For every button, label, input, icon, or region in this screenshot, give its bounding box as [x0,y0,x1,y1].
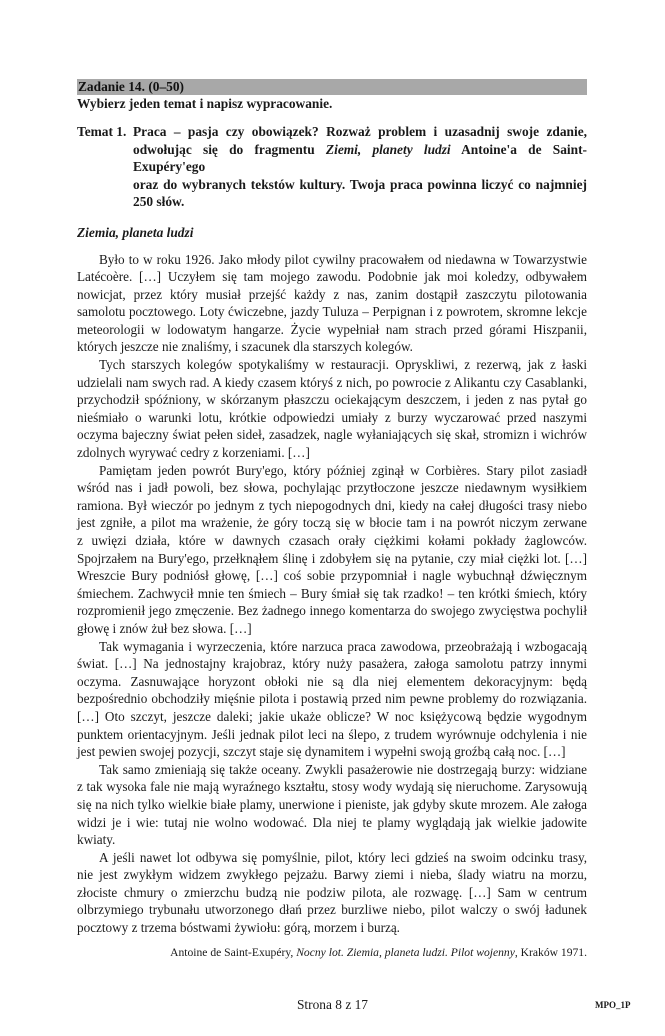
paragraph-first-line: Tych starszych kolegów spotykaliśmy w restauracji. Opryskliwi, z rezerwą, jak z łaski [99,357,587,373]
topic-line-text: Antoine'a de Saint-Exupéry'ego [133,141,587,174]
text-line: rozpromienił jego zmęczenie. Bez żadnego innego komentarza do swojego zwycięstwa pochylił [77,603,587,619]
text-line: których jeszcze nie znaliśmy, i szacunek dla starszych kolegów. [77,339,413,355]
task-instruction: Wybierz jeden temat i napisz wypracowanie. [77,96,333,111]
text-line: jest zgniłe, a pilot ma wrażenie, że góry toczą się w błocie tam i na powrót niczym zerwane [77,515,587,531]
exam-page [77,0,587,960]
paragraph-first-line: Tak wymagania i wyrzeczenia, które narzuca praca zawodowa, przeobrażają i wzbogacają [99,638,587,654]
paragraph-first-line: Było to w roku 1926. Jako młody pilot cywilny pracowałem od niedawna w Towarzystwie [99,251,587,267]
text-line: nowicjat, przez który musiał przejść każdy z nas, zanim dostąpił zaszczytu pilotowania [77,286,587,302]
text-line: oczyma. Zasnuwające horyzont obłoki nie są dla niej elementem dekoracyjnym: będą [77,673,587,689]
text-line: samolotu pocztowego. Loty ćwiczebne, jazdy Tuluza – Perpignan i z powrotem, skromne lekcje [77,304,587,320]
text-line: punktem orientacyjnym. Jeśli jednak pilot leci na ślepo, z trudem wyrównuje odchylenia i nie [77,726,587,742]
text-line: udzielali nam swych rad. A kiedy czasem któryś z nich, po powrocie z Alikantu czy Casablanki, [77,374,587,390]
exam-code: MPO_1P [595,999,631,1010]
page-footer-area [0,996,665,1036]
citation-author: Antoine de Saint-Exupéry, [170,945,297,959]
text-line: z tak wysoka fale nie mają wyraźnego kształtu, stosy wody wydają się nieruchome. Zarysowują [77,779,587,795]
text-line: Spojrzałem na Bury'ego, przełknąłem ślinę i zdobyłem się na pytanie, czy miał ciężki lot. […] [77,550,587,566]
text-line: głowę i znów żuł bez słowa. […] [77,620,252,636]
topic-1 [77,123,587,211]
text-line: Wreszcie Bury podniósł głowę, […] coś sobie przypomniał i nagle wybuchnął dźwięcznym [77,568,587,584]
text-line: widzi je i wie: tutaj nie wolno wodować. Dla niej te plamy wyglądają jak wielkie jadowite [77,814,587,830]
text-line: bezpośrednio obchodziły mięśnie pilota i postawią przed nim pewne problemy do rozwiązania. [77,691,587,707]
citation-place-year: , Kraków 1971. [514,945,587,959]
text-line: jest pewien swojej pozycji, szczyt staje się dynamitem i wypełni swoją groźbą całą noc. […] [77,744,566,760]
text-line: się na nich tylko wielkie białe plamy, unerwione i pieniste, jak gdyby skute mrozem. Ale załoga [77,796,587,812]
text-line: kwiaty. [77,832,116,848]
text-line: olbrzymiego trybunału utworzonego dłań przez burzliwe niebo, pilot walczy o swój ładunek [77,902,587,918]
text-line: […] Oto szczyt, jeszcze daleki; jakie ukaże oblicze? W noc księżycową będzie wygodnym [77,708,587,724]
citation [77,945,587,960]
text-line: złociste chmury o zmierzchu budzą nie podziw pilota, ale rozwagę. […] Sam w centrum [77,884,587,900]
topic-work-title: Ziemi, planety ludzi [325,141,451,157]
paragraph-first-line: Pamiętam jeden powrót Bury'ego, który później zginął w Corbières. Stary pilot zasiadł [99,462,587,478]
source-text [77,251,587,937]
page-number: Strona 8 z 17 [296,996,369,1012]
text-line: nieśmiało o warunki lotu, krótkie odpowiedzi umiały z burzy wyczarować przed naszymi [77,409,587,425]
topic-line-text: odwołując się do fragmentu [133,141,326,157]
text-line: oczyma bajeczny świat pełen sideł, zasadzek, nagle wyłaniających się skał, stromizn i wichrów [77,427,587,443]
text-line: pocztowy z trzema bóstwami żywiołu: górą, morzem i burzą. [77,920,400,936]
paragraph-first-line: Tak samo zmieniają się także oceany. Zwykli pasażerowie nie dostrzegają burzy: widziane [99,761,587,777]
topic-text [133,123,587,211]
topic-line [133,141,587,176]
citation-title: Nocny lot. Ziemia, planeta ludzi. Pilot wojenny [296,945,515,959]
topic-number: Temat 1. [77,124,127,139]
text-line: wśród nas i jadł powoli, bez słowa, pochylając przytłoczone jeszcze niedawnym wysiłkiem [77,480,587,496]
paragraph-first-line: A jeśli nawet lot odbywa się pomyślnie, pilot, który leci gdzieś na swoim odcinku trasy, [99,849,587,865]
text-line: zdolnych wyrywać cedry z korzeniami. […] [77,445,310,461]
topic-line: 250 słów. [133,194,185,209]
text-line: meteorologii w lodowatym hangarze. Życie wypełniał nam strach przed górami Hiszpanii, [77,321,587,337]
topic-line: oraz do wybranych tekstów kultury. Twoja praca powinna liczyć co najmniej [133,176,587,192]
text-line: śmiechem. Zachwycił mnie ten śmiech – Bury śmiał się tak rzadko! – ten krótki śmiech, który [77,585,587,601]
text-line: świat. […] Na jednostajny krajobraz, który nuży pasażera, załoga samolotu patrzy innymi [77,656,587,672]
task-header: Zadanie 14. (0–50) [77,79,587,95]
text-line: z uwięzi działa, które w dawnych czasach orały ciężkimi kołami pokłady żaglowców. [77,533,587,548]
text-line: Latécoère. […] Uczyłem się tam mojego zawodu. Podobnie jak moi koledzy, odbywałem [77,269,587,285]
text-line: nie jest zwykłym widzem zwykłego pejzażu. Barwy ziemi i nieba, ślady wiatru na morzu, [77,867,587,883]
text-line: ramiona. Był wieczór po jednym z tych niepogodnych dni, kiedy na całej długości trasy niebo [77,497,587,513]
source-title: Ziemia, planeta ludzi [77,224,194,240]
text-line: przychodził spóźniony, w skórzanym płaszczu ociekającym deszczem, i jeden z nas pytał go [77,392,587,408]
topic-line: Praca – pasja czy obowiązek? Rozważ problem i uzasadnij swoje zdanie, [133,124,587,139]
